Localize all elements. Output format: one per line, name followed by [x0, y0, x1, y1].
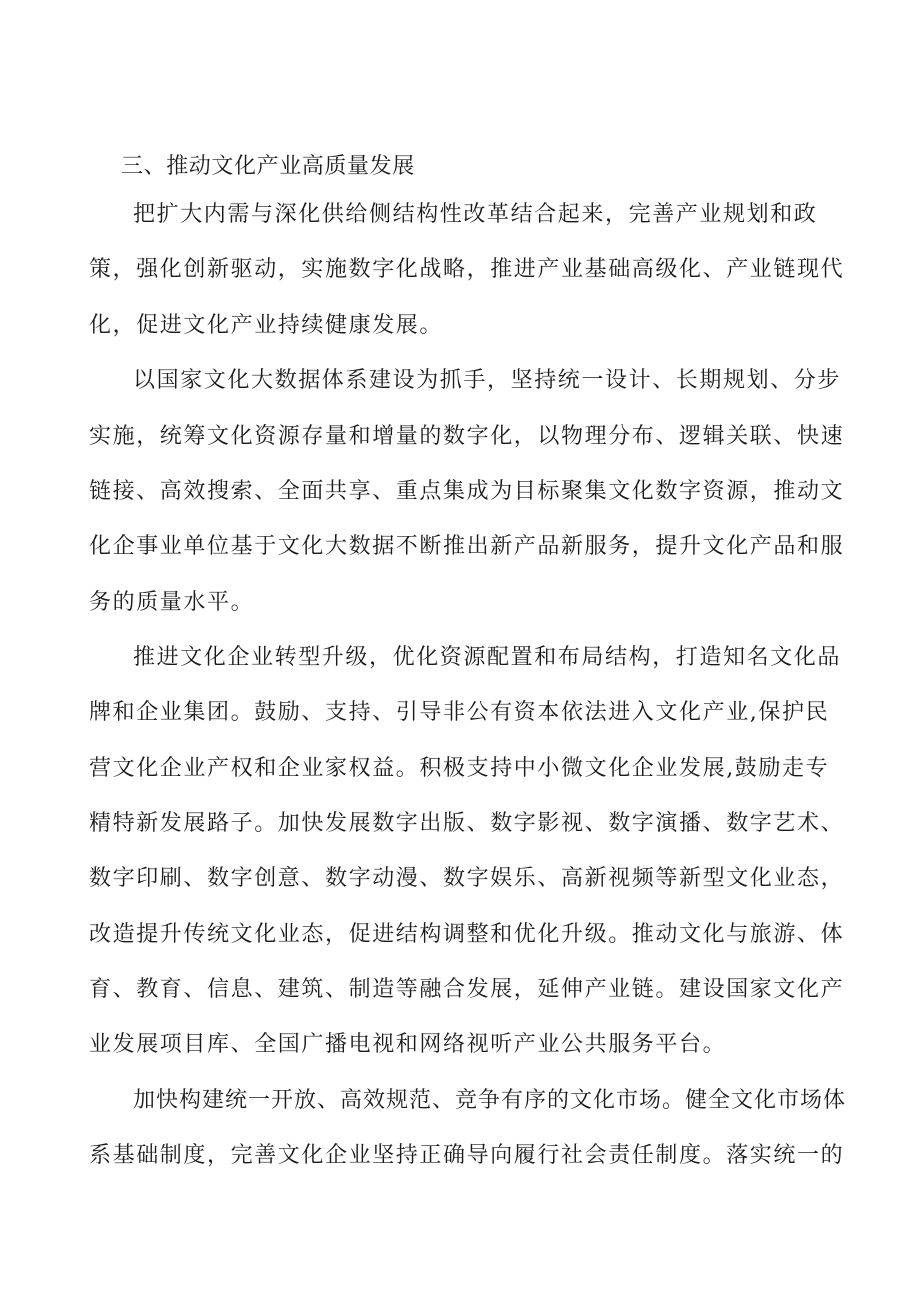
- paragraph-line: 务的质量水平。: [89, 590, 255, 615]
- paragraph-line: 加快构建统一开放、高效规范、竞争有序的文化市场。健全文化市场体: [133, 1088, 847, 1113]
- paragraph-line: 精特新发展路子。加快发展数字出版、数字影视、数字演播、数字艺术、: [89, 811, 845, 836]
- paragraph-line: 推进文化企业转型升级，优化资源配置和布局结构，打造知名文化品: [133, 645, 842, 670]
- paragraph-line: 系基础制度，完善文化企业坚持正确导向履行社会责任制度。落实统一的: [89, 1143, 845, 1168]
- paragraph-line: 链接、高效搜索、全面共享、重点集成为目标聚集文化数字资源，推动文: [89, 479, 845, 504]
- paragraph-line: 策，强化创新驱动，实施数字化战略，推进产业基础高级化、产业链现代: [89, 257, 845, 282]
- paragraph-line: 改造提升传统文化业态，促进结构调整和优化升级。推动文化与旅游、体: [89, 922, 845, 947]
- paragraph-line: 牌和企业集团。鼓励、支持、引导非公有资本依法进入文化产业,保护民: [89, 700, 830, 725]
- paragraph-line: 业发展项目库、全国广播电视和网络视听产业公共服务平台。: [89, 1032, 727, 1057]
- paragraph-line: 实施，统筹文化资源存量和增量的数字化，以物理分布、逻辑关联、快速: [89, 424, 845, 449]
- paragraph-line: 数字印刷、数字创意、数字动漫、数字娱乐、高新视频等新型文化业态，: [89, 866, 845, 891]
- section-heading: 三、推动文化产业高质量发展: [121, 154, 415, 179]
- paragraph-line: 以国家文化大数据体系建设为抓手，坚持统一设计、长期规划、分步: [133, 368, 842, 393]
- paragraph-line: 营文化企业产权和企业家权益。积极支持中小微文化企业发展,鼓励走专: [89, 756, 830, 781]
- paragraph-line: 育、教育、信息、建筑、制造等融合发展，延伸产业链。建设国家文化产: [89, 977, 845, 1002]
- paragraph-line: 把扩大内需与深化供给侧结构性改革结合起来，完善产业规划和政: [133, 202, 818, 227]
- paragraph-line: 化企事业单位基于文化大数据不断推出新产品新服务，提升文化产品和服: [89, 534, 845, 559]
- paragraph-line: 化，促进文化产业持续健康发展。: [89, 313, 444, 338]
